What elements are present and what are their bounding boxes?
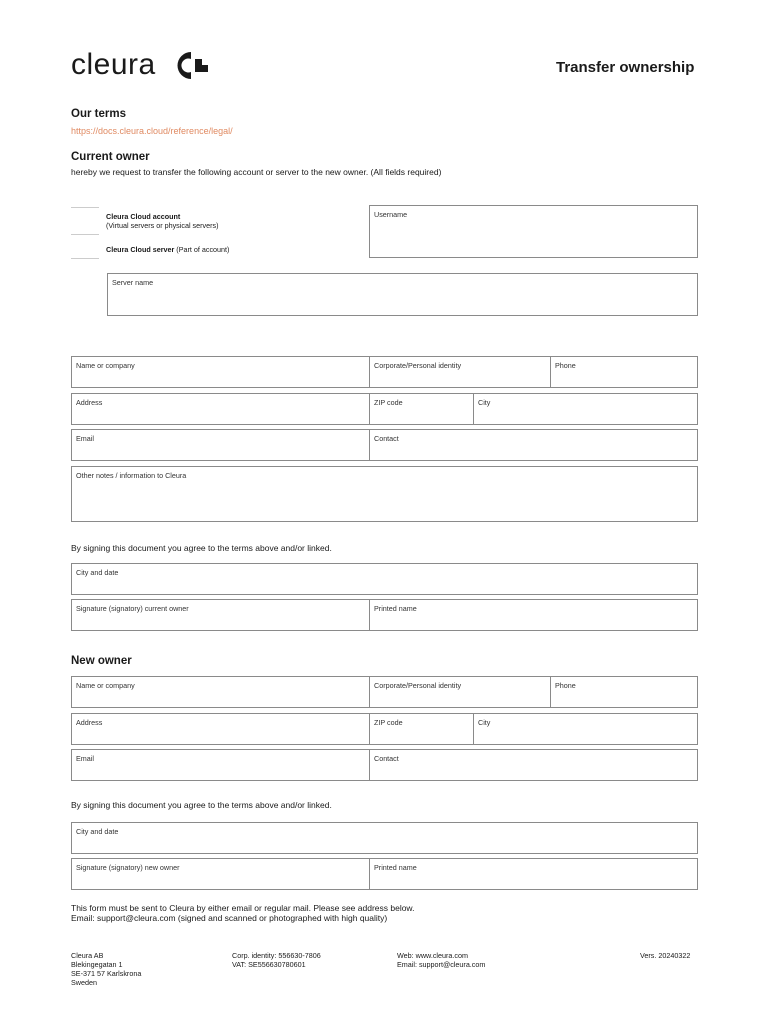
new-name-field[interactable] — [71, 676, 370, 708]
address-label: Address — [76, 398, 103, 407]
option-divider — [71, 207, 99, 208]
zip-label: ZIP code — [374, 718, 403, 727]
address-label: Address — [76, 718, 103, 727]
footer-version: Vers. 20240322 — [640, 951, 691, 960]
current-owner-heading: Current owner — [71, 151, 150, 163]
instructions-line-2: Email: support@cleura.com (signed and scanned or photographed with high quality) — [71, 913, 388, 923]
footer-contact — [397, 951, 485, 969]
city-label: City — [478, 398, 491, 407]
new-owner-heading: New owner — [71, 655, 132, 667]
new-phone-field[interactable] — [550, 676, 698, 708]
document-title: Transfer ownership — [556, 59, 695, 76]
cleura-logo-icon — [176, 51, 208, 80]
account-option-desc: (Virtual servers or physical servers) — [106, 221, 219, 230]
printed-name-label: Printed name — [374, 863, 417, 872]
identity-label: Corporate/Personal identity — [374, 681, 462, 690]
footer-corp-id: Corp. identity: 556630-7806 — [232, 951, 321, 960]
contact-label: Contact — [374, 754, 399, 763]
server-option-desc: (Part of account) — [174, 245, 230, 254]
server-option-title: Cleura Cloud server — [106, 245, 175, 254]
new-city-field[interactable] — [473, 713, 698, 745]
city-date-label: City and date — [76, 568, 119, 577]
current-notes-field[interactable] — [71, 466, 698, 522]
name-label: Name or company — [76, 361, 135, 370]
new-printed-name-field[interactable] — [369, 858, 698, 890]
footer-web[interactable]: Web: www.cleura.com — [397, 951, 468, 960]
current-city-date-field[interactable] — [71, 563, 698, 595]
current-phone-field[interactable] — [550, 356, 698, 388]
current-owner-intro: hereby we request to transfer the following account or server to the new owner. (All fields required) — [71, 167, 442, 177]
notes-label: Other notes / information to Cleura — [76, 471, 187, 480]
current-address-field[interactable] — [71, 393, 370, 425]
new-email-field[interactable] — [71, 749, 370, 781]
name-label: Name or company — [76, 681, 135, 690]
footer-address — [71, 951, 141, 987]
server-name-field[interactable] — [107, 273, 698, 316]
footer-street: Blekingegatan 1 — [71, 960, 123, 969]
footer-company: Cleura AB — [71, 951, 104, 960]
new-address-field[interactable] — [71, 713, 370, 745]
current-identity-field[interactable] — [369, 356, 551, 388]
signature-label: Signature (signatory) current owner — [76, 604, 189, 613]
new-signing-text: By signing this document you agree to the terms above and/or linked. — [71, 800, 332, 810]
footer-postal: SE-371 57 Karlskrona — [71, 969, 142, 978]
account-option-title[interactable]: Cleura Cloud account — [106, 212, 181, 221]
username-field[interactable] — [369, 205, 698, 258]
current-city-field[interactable] — [473, 393, 698, 425]
city-label: City — [478, 718, 491, 727]
email-label: Email — [76, 754, 94, 763]
server-name-label: Server name — [112, 278, 154, 287]
terms-link[interactable]: https://docs.cleura.cloud/reference/legal/ — [71, 126, 233, 136]
new-city-date-field[interactable] — [71, 822, 698, 854]
phone-label: Phone — [555, 681, 576, 690]
email-label: Email — [76, 434, 94, 443]
printed-name-label: Printed name — [374, 604, 417, 613]
option-divider — [71, 234, 99, 235]
current-contact-field[interactable] — [369, 429, 698, 461]
new-zip-field[interactable] — [369, 713, 474, 745]
phone-label: Phone — [555, 361, 576, 370]
instructions-line-1: This form must be sent to Cleura by either email or regular mail. Please see address below. — [71, 903, 415, 913]
current-name-field[interactable] — [71, 356, 370, 388]
contact-label: Contact — [374, 434, 399, 443]
option-divider — [71, 258, 99, 259]
footer-email[interactable]: Email: support@cleura.com — [397, 960, 486, 969]
server-option[interactable] — [106, 245, 229, 254]
footer-country: Sweden — [71, 978, 97, 987]
current-signature-field[interactable] — [71, 599, 370, 631]
logo-wordmark: cleura — [71, 48, 156, 81]
new-identity-field[interactable] — [369, 676, 551, 708]
footer-identity — [232, 951, 321, 969]
terms-heading: Our terms — [71, 108, 126, 120]
current-email-field[interactable] — [71, 429, 370, 461]
identity-label: Corporate/Personal identity — [374, 361, 462, 370]
current-signing-text: By signing this document you agree to the terms above and/or linked. — [71, 543, 332, 553]
new-contact-field[interactable] — [369, 749, 698, 781]
zip-label: ZIP code — [374, 398, 403, 407]
username-label: Username — [374, 210, 408, 219]
signature-label: Signature (signatory) new owner — [76, 863, 180, 872]
footer-vat: VAT: SE556630780601 — [232, 960, 306, 969]
new-signature-field[interactable] — [71, 858, 370, 890]
current-zip-field[interactable] — [369, 393, 474, 425]
current-printed-name-field[interactable] — [369, 599, 698, 631]
city-date-label: City and date — [76, 827, 119, 836]
